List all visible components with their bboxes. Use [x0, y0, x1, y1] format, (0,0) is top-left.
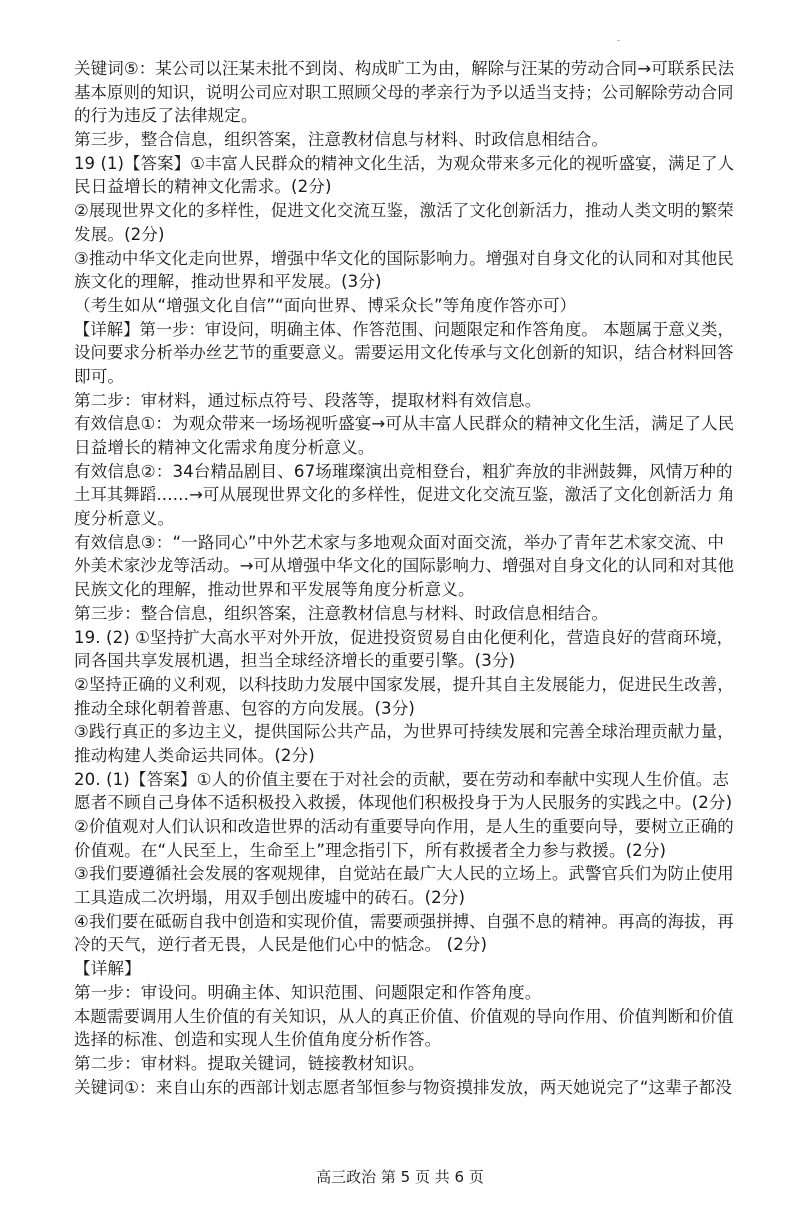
text-line: 关键词⑤：某公司以汪某未批不到岗、构成旷工为由，解除与汪某的劳动合同→可联系民法	[74, 59, 734, 78]
text-line: ④我们要在砥砺自我中创造和实现价值，需要顽强拼搏、自强不息的精神。再高的海拔，再	[74, 911, 734, 931]
text-line: 有效信息②：34台精品剧目、67场璀璨演出竞相登台，粗犷奔放的非洲鼓舞，风情万种的	[74, 461, 733, 481]
text-line: 选择的标准、创造和实现人生价值角度分析作答。	[74, 1030, 442, 1050]
text-line: 日益增长的精神文化需求角度分析意义。	[74, 438, 375, 457]
text-line: 的行为违反了法律规定。	[74, 106, 258, 126]
text-line: ③我们要遵循社会发展的客观规律，自觉站在最广大人民的立场上。武警官兵们为防止使用	[74, 864, 734, 884]
text-line: 第二步：审材料，通过标点符号、段落等，提取材料有效信息。	[74, 390, 542, 410]
page-body	[74, 57, 734, 1099]
text-line: 价值观。在“人民至上，生命至上”理念指引下，所有救援者全力参与救援。(2分)	[74, 840, 667, 860]
text-line: 民族文化的理解，推动世界和平发展等角度分析意义。	[74, 580, 475, 600]
text-line: 推动全球化朝着普惠、包容的方向发展。(3分)	[74, 698, 415, 718]
text-line: 第二步：审材料。提取关键词，链接教材知识。	[74, 1053, 425, 1073]
text-line: 度分析意义。	[74, 509, 175, 529]
text-line: 同各国共享发展机遇，担当全球经济增长的重要引擎。(3分)	[74, 651, 516, 671]
text-line: 基本原则的知识，说明公司应对职工照顾父母的孝亲行为予以适当支持；公司解除劳动合同	[74, 82, 734, 102]
text-line: 关键词①：来自山东的西部计划志愿者邹恒参与物资摸排发放，两天她说完了“这辈子都没	[74, 1077, 733, 1097]
text-line: 土耳其舞蹈……→可从展现世界文化的多样性，促进文化交流互鉴，激活了文化创新活力 角	[74, 485, 734, 505]
text-line: 即可。	[74, 366, 125, 386]
text-line: （考生如从“增强文化自信”“面向世界、博采众长”等角度作答亦可）	[74, 295, 577, 315]
text-line: 19. (2) ①坚持扩大高水平对外开放，促进投资贸易自由化便利化，营造良好的营商环境，	[74, 627, 734, 647]
text-line: 冷的天气，逆行者无畏，人民是他们心中的惦念。 (2分)	[74, 935, 488, 955]
text-line: 推动构建人类命运共同体。(2分)	[74, 745, 315, 765]
text-line: ②展现世界文化的多样性，促进文化交流互鉴，激活了文化创新活力，推动人类文明的繁荣	[74, 201, 734, 221]
text-line: 民日益增长的精神文化需求。(2分)	[74, 177, 332, 197]
text-line: 19 (1)【答案】①丰富人民群众的精神文化生活，为观众带来多元化的视听盛宴，满足了人	[74, 153, 734, 173]
text-line: 外美术家沙龙等活动。→可从增强中华文化的国际影响力、增强对自身文化的认同和对其他	[74, 556, 734, 576]
text-line: 发展。(2分)	[74, 224, 165, 244]
scan-mark	[617, 40, 620, 41]
text-line: 第一步：审设问。明确主体、知识范围、问题限定和作答角度。	[74, 982, 542, 1002]
text-line: ③践行真正的多边主义，提供国际公共产品，为世界可持续发展和完善全球治理贡献力量，	[74, 722, 734, 742]
text-line: 有效信息③：“一路同心”中外艺术家与多地观众面对面交流，举办了青年艺术家交流、中	[74, 532, 725, 552]
text-line: 设问要求分析举办丝艺节的重要意义。需要运用文化传承与文化创新的知识，结合材料回答	[74, 343, 734, 363]
text-line: 【详解】第一步：审设问，明确主体、作答范围、问题限定和作答角度。 本题属于意义类，	[74, 319, 734, 339]
text-line: 工具造成二次坍塌，用双手刨出废墟中的砖石。(2分)	[74, 888, 466, 908]
text-line: 【详解】	[74, 959, 141, 979]
text-line: 愿者不顾自己身体不适积极投入救援，体现他们积极投身于为人民服务的实践之中。(2分)	[74, 793, 733, 813]
text-line: 第三步：整合信息，组织答案，注意教材信息与材料、时政信息相结合。	[74, 603, 609, 623]
page-footer: 高三政治 第 5 页 共 6 页	[316, 1168, 484, 1186]
text-line: 族文化的理解，推动世界和平发展。(3分)	[74, 272, 382, 292]
text-line: 本题需要调用人生价值的有关知识，从人的真正价值、价值观的导向作用、价值判断和价值	[74, 1006, 734, 1026]
text-line: 20. (1)【答案】①人的价值主要在于对社会的贡献，要在劳动和奉献中实现人生价值。志	[74, 769, 730, 789]
text-line: ③推动中华文化走向世界，增强中华文化的国际影响力。增强对自身文化的认同和对其他民	[74, 248, 734, 268]
text-line: ②价值观对人们认识和改造世界的活动有重要导向作用，是人生的重要向导，要树立正确的	[74, 817, 734, 836]
text-line: 有效信息①：为观众带来一场场视听盛宴→可从丰富人民群众的精神文化生活，满足了人民	[74, 414, 734, 434]
text-line: 第三步，整合信息，组织答案，注意教材信息与材料、时政信息相结合。	[74, 130, 609, 150]
text-line: ②坚持正确的义利观，以科技助力发展中国家发展，提升其自主发展能力，促进民生改善，	[74, 674, 734, 694]
